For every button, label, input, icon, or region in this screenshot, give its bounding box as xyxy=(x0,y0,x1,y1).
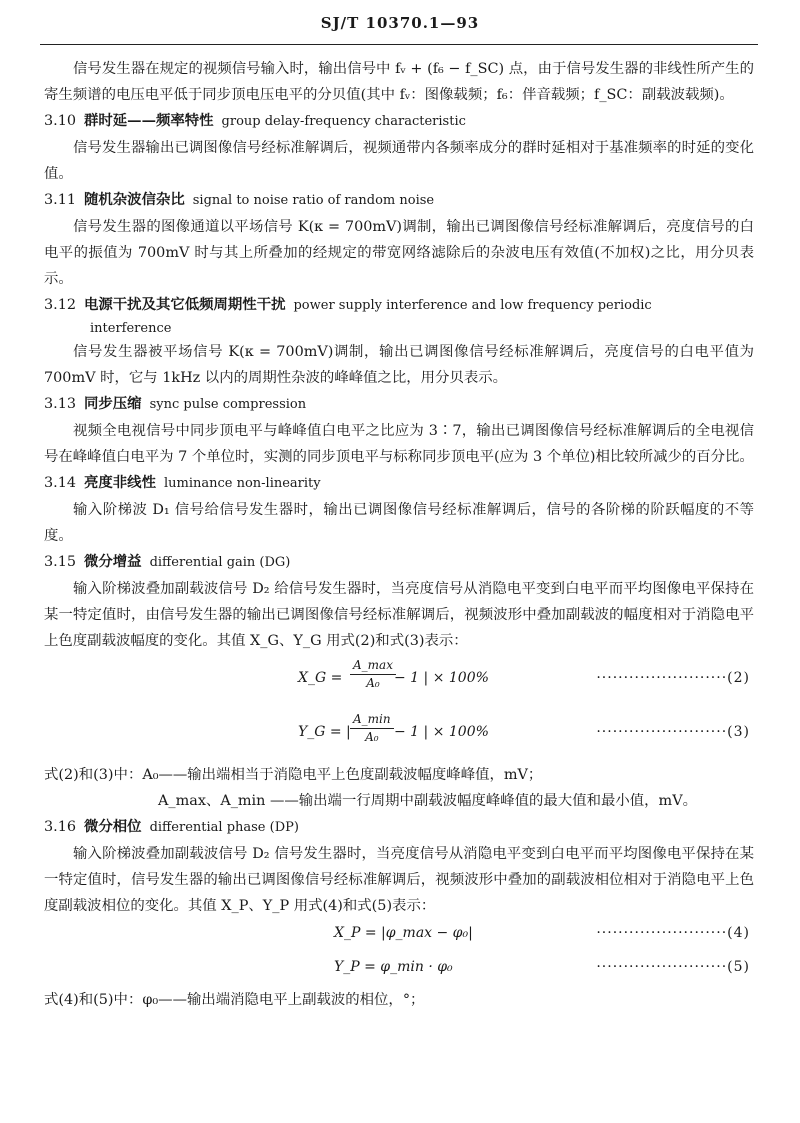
section-3-11: 3.11 随机杂波信杂比 signal to noise ratio of random noise 信号发生器的图像通道以平场信号 K(κ = 700mV)调制，输出已调图像信号经标准解调后，亮度信号的白电平的振值为 700mV 时与其上所叠加的经规定的带宽网络滤除后的杂波电压有效值(不加权)之比，用分贝表示。 xyxy=(44,187,754,292)
section-body: 输入阶梯波叠加副载波信号 D₂ 信号发生器时，当亮度信号从消隐电平变到白电平而平均图像电平保持在某一特定值时，信号发生器的输出已调图像信号经标准解调后，视频波形中叠加的副载波相位相对于消隐电平上色度副载波相位的变化。其值 X_P、Y_P 用式(4)和式(5)表示： xyxy=(44,846,754,914)
formula-45-definitions: 式(4)和(5)中：φ₀——输出端消隐电平上副载波的相位，°； xyxy=(44,992,425,1008)
section-3-14: 3.14 亮度非线性 luminance non-linearity 输入阶梯波 D₁ 信号给信号发生器时，输出已调图像信号经标准解调后，信号的各阶梯的阶跃幅度的不等度。 xyxy=(44,470,754,549)
document-body xyxy=(44,56,754,1013)
section-3-13: 3.13 同步压缩 sync pulse compression 视频全电视信号中同步顶电平与峰峰值白电平之比应为 3∶7，输出已调图像信号经标准解调后的全电视信号在峰峰值白电平为 7 个单位时，实测的同步顶电平与标称同步顶电平(应为 3 个单位)相比较所减少的百分比。 xyxy=(44,391,754,470)
formula-23-definitions: 式(2)和(3)中：A₀——输出端相当于消隐电平上色度副载波幅度峰峰值，mV； xyxy=(44,767,543,783)
formula-5 xyxy=(44,953,754,987)
formula-rest: − 1 | × 100% xyxy=(394,724,489,740)
section-3-15: 3.15 微分增益 differential gain (DG) 输入阶梯波叠加副载波信号 D₂ 给信号发生器时，当亮度信号从消隐电平变到白电平而平均图像电平保持在某一特定值时，由信号发生器的输出已调图像信号经标准解调后，视频波形中叠加副载波的幅度相对于消隐电平上色度副载波幅度的变化。其值 X_G、Y_G 用式(2)和式(3)表示： xyxy=(44,549,754,654)
formula-3 xyxy=(44,708,754,762)
formula-2 xyxy=(44,654,754,708)
section-body: 输入阶梯波叠加副载波信号 D₂ 给信号发生器时，当亮度信号从消隐电平变到白电平而平均图像电平保持在某一特定值时，由信号发生器的输出已调图像信号经标准解调后，视频波形中叠加副载波的幅度相对于消隐电平上色度副载波幅度的变化。其值 X_G、Y_G 用式(2)和式(3)表示： xyxy=(44,581,754,649)
formula-23-definitions-2: A_max、A_min ——输出端一行周期中副载波幅度峰峰值的最大值和最小值，mV。 xyxy=(158,793,697,809)
formula-fraction: A_max A₀ xyxy=(350,657,396,692)
section-3-12: 3.12 电源干扰及其它低频周期性干扰 power supply interference and low frequency periodic interference 信号发生器被平场信号 K(κ = 700mV)调制，输出已调图像信号经标准解调后，亮度信号的白电平值为 700mV 时，它与 1kHz 以内的周期性杂波的峰峰值之比，用分贝表示。 xyxy=(44,292,754,391)
formula-number: ························(3) xyxy=(596,724,750,740)
formula-number: ························(2) xyxy=(596,670,750,686)
section-3-10: 3.10 群时延——频率特性 group delay-frequency characteristic 信号发生器输出已调图像信号经标准解调后，视频通带内各频率成分的群时延相对于基准频率的时延的变化值。 xyxy=(44,108,754,187)
section-body: 信号发生器的图像通道以平场信号 K(κ = 700mV)调制，输出已调图像信号经标准解调后，亮度信号的白电平的振值为 700mV 时与其上所叠加的经规定的带宽网络滤除后的杂波电压有效值(不加权)之比，用分贝表示。 xyxy=(44,219,754,287)
formula-lhs: Y_G = | xyxy=(298,724,351,740)
formula-rest: − 1 | × 100% xyxy=(394,670,489,686)
formula-lhs: X_G = xyxy=(298,670,343,686)
formula-fraction: A_min A₀ xyxy=(350,711,394,746)
section-3-16: 3.16 微分相位 differential phase (DP) 输入阶梯波叠加副载波信号 D₂ 信号发生器时，当亮度信号从消隐电平变到白电平而平均图像电平保持在某一特定值时，信号发生器的输出已调图像信号经标准解调后，视频波形中叠加的副载波相位相对于消隐电平上色度副载波相位的变化。其值 X_P、Y_P 用式(4)和式(5)表示： xyxy=(44,814,754,919)
formula-expression: Y_P = φ_min · φ₀ xyxy=(334,959,453,975)
section-body: 视频全电视信号中同步顶电平与峰峰值白电平之比应为 3∶7，输出已调图像信号经标准解调后的全电视信号在峰峰值白电平为 7 个单位时，实测的同步顶电平与标称同步顶电平(应为 3 个单位)相比较所减少的百分比。 xyxy=(44,423,754,465)
standard-number-header: SJ/T 10370.1—93 xyxy=(320,14,480,32)
formula-number: ························(5) xyxy=(596,959,750,975)
intro-paragraph: 信号发生器在规定的视频信号输入时，输出信号中 fᵥ + (f₆ − f_SC) 点，由于信号发生器的非线性所产生的寄生频谱的电压电平低于同步顶电压电平的分贝值(其中 fᵥ：图像载频；f₆：伴音载频；f_SC：副载波载频)。 xyxy=(44,61,754,103)
section-body: 输入阶梯波 D₁ 信号给信号发生器时，输出已调图像信号经标准解调后，信号的各阶梯的阶跃幅度的不等度。 xyxy=(44,502,754,544)
section-body: 信号发生器输出已调图像信号经标准解调后，视频通带内各频率成分的群时延相对于基准频率的时延的变化值。 xyxy=(44,140,754,182)
header-rule xyxy=(40,44,758,45)
formula-4 xyxy=(44,919,754,953)
formula-expression: X_P = |φ_max − φ₀| xyxy=(334,925,473,941)
formula-number: ························(4) xyxy=(596,925,750,941)
section-body: 信号发生器被平场信号 K(κ = 700mV)调制，输出已调图像信号经标准解调后，亮度信号的白电平值为 700mV 时，它与 1kHz 以内的周期性杂波的峰峰值之比，用分贝表示。 xyxy=(44,344,754,386)
